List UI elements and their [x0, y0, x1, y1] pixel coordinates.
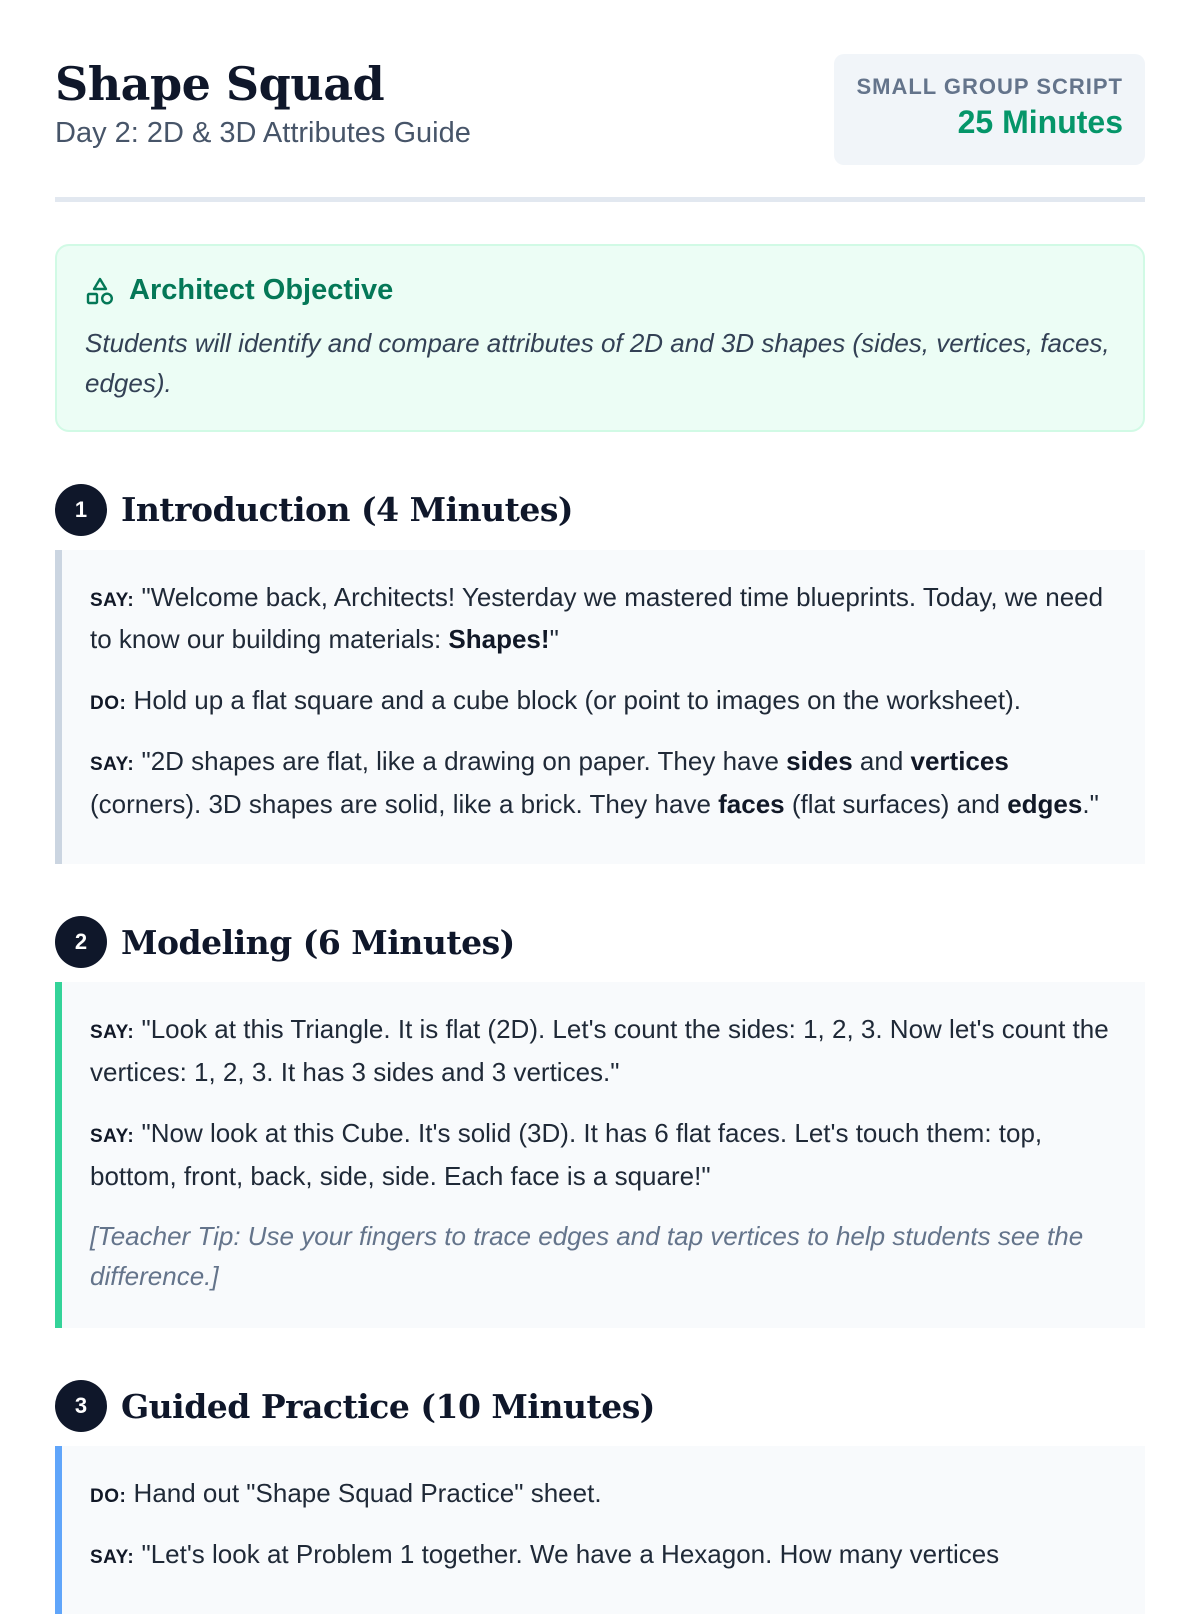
section-header [55, 1380, 1145, 1432]
say-tag: SAY: [90, 1125, 135, 1147]
script-line [90, 740, 1117, 826]
line-text: Hold up a flat square and a cube block (or point to images on the worksheet). [126, 685, 1021, 716]
section-number: 3 [55, 1380, 107, 1432]
line-text: ." [1082, 789, 1099, 820]
section-title: Guided Practice (10 Minutes) [121, 1386, 655, 1426]
section-number: 1 [55, 484, 107, 536]
script-line [90, 1008, 1117, 1094]
do-tag: DO: [90, 1486, 127, 1508]
line-text: "Look at this Triangle. It is flat (2D). Let's count the sides: 1, 2, 3. Now let's count the vertices: 1, 2, 3. It has 3 sides and 3 vertices." [90, 1014, 1109, 1087]
section-number: 2 [55, 916, 107, 968]
bold-term: sides [786, 746, 853, 777]
say-tag: SAY: [90, 1547, 135, 1569]
line-text: (corners). 3D shapes are solid, like a brick. They have [90, 789, 719, 820]
line-text: "Welcome back, Architects! Yesterday we mastered time blueprints. Today, we need to know our building materials: [90, 581, 1104, 655]
script-line [90, 576, 1117, 662]
script-line [90, 1533, 1117, 1576]
section-guided-practice [55, 1380, 1145, 1614]
say-tag: SAY: [90, 1022, 135, 1044]
line-text: (flat surfaces) and [784, 789, 1008, 820]
section-body [55, 982, 1145, 1328]
script-line [90, 1472, 1117, 1515]
section-body [55, 550, 1145, 864]
bold-term: faces [718, 789, 785, 820]
line-text: "Let's look at Problem 1 together. We have a Hexagon. How many vertices [134, 1539, 1000, 1570]
bold-term: edges [1007, 789, 1083, 820]
bold-term: Shapes! [448, 624, 550, 655]
title-block [55, 54, 471, 150]
say-tag: SAY: [90, 754, 135, 776]
line-text: Hand out "Shape Squad Practice" sheet. [126, 1478, 602, 1509]
objective-text: Students will identify and compare attributes of 2D and 3D shapes (sides, vertices, faces, edges). [85, 328, 1110, 399]
section-modeling [55, 916, 1145, 1328]
page-subtitle: Day 2: 2D & 3D Attributes Guide [55, 116, 471, 149]
script-line [90, 679, 1117, 722]
teacher-tip: [Teacher Tip: Use your fingers to trace edges and tap vertices to help students see the difference.] [90, 1220, 1084, 1291]
line-text: "Now look at this Cube. It's solid (3D). It has 6 flat faces. Let's touch them: top, bottom, front, back, side, side. Each face is a square!" [90, 1117, 1043, 1191]
do-tag: DO: [90, 693, 127, 715]
line-text: "2D shapes are flat, like a drawing on paper. They have [134, 746, 787, 777]
section-header [55, 484, 1145, 536]
shapes-icon [85, 276, 115, 306]
section-title: Modeling (6 Minutes) [121, 922, 515, 962]
line-text: and [852, 746, 911, 777]
script-line [90, 1112, 1117, 1198]
page-header [55, 0, 1145, 202]
section-header [55, 916, 1145, 968]
line-text: " [549, 624, 559, 655]
say-tag: SAY: [90, 589, 135, 611]
badge-value: 25 Minutes [957, 104, 1123, 140]
section-introduction [55, 484, 1145, 864]
duration-badge [834, 54, 1145, 165]
badge-label: SMALL GROUP SCRIPT [856, 74, 1123, 99]
section-title: Introduction (4 Minutes) [121, 490, 574, 530]
bold-term: vertices [910, 746, 1009, 777]
section-body [55, 1446, 1145, 1614]
objective-title: Architect Objective [129, 274, 394, 306]
objective-header [85, 274, 1115, 307]
page-title: Shape Squad [55, 57, 385, 111]
objective-box [55, 244, 1145, 432]
